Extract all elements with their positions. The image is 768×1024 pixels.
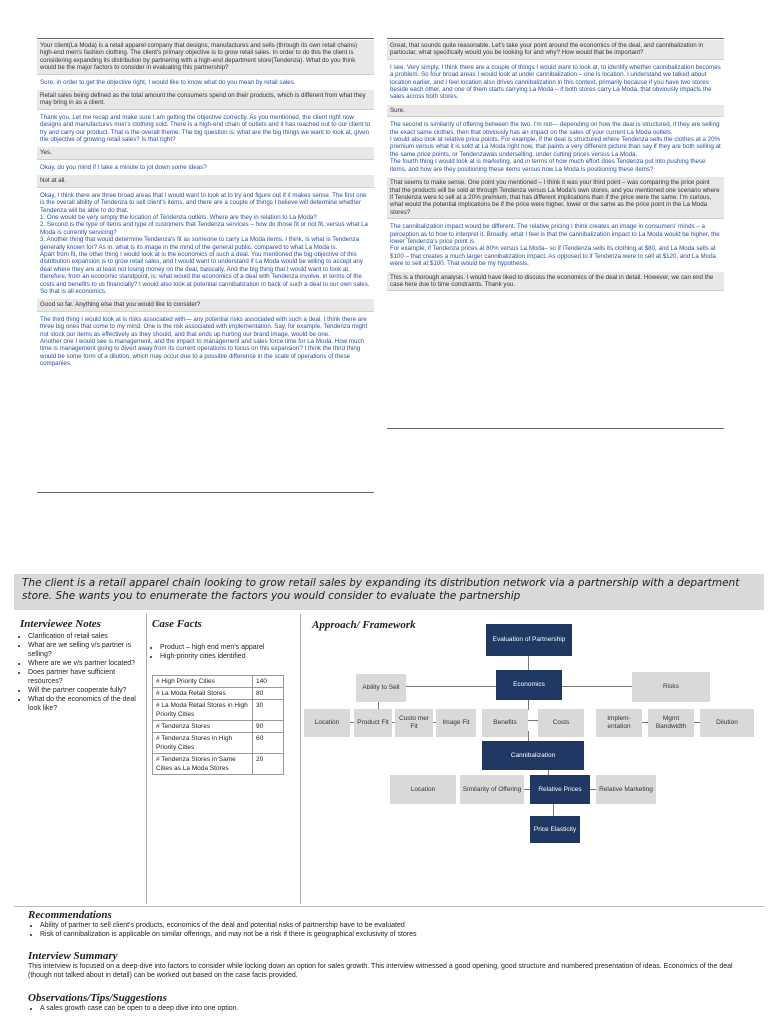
observations-title: Observations/Tips/Suggestions [28, 992, 167, 1004]
summary-section [28, 952, 748, 980]
interviewer-turn: Retail sales being defined as the total amount the consumers spend on their products, which is different from what they may bring in as a client. [37, 90, 374, 110]
table-row [153, 676, 284, 688]
facts-title: Case Facts [152, 618, 202, 630]
observation-item: • A sales growth case can be open to a deep dive into one option. [40, 1004, 748, 1013]
recommendations-title: Recommendations [28, 909, 112, 921]
interviewee-turn: The third thing I would look at is risks associated with— any potential risks associated with such a deal. I think there are three big ones that come to my mind. One is the risk associated with implementation. Say, for example, Tendenza might not stock our items as effectively as they should, and that ends up hurting our brand image, would be one. Another one I would see is management, and the impact to management and sales force time for La Moda. How much time is management going to divert away from its current operations to focus on this expansion? I think the third thing would be some form of a dilution, which may occur due to a possible difference in the scale of operations of these companies. [40, 315, 368, 368]
interviewee-turn: Okay, do you mind if I take a minute to jot down some ideas? [40, 163, 207, 171]
top-divider-left [37, 38, 374, 39]
section-divider [14, 906, 764, 907]
framework-title: Approach/ Framework [312, 619, 416, 631]
interviewer-turn: Good so far. Anything else that you would like to consider? [37, 299, 374, 311]
table-cell-value: 90 [253, 721, 284, 733]
column-divider [146, 614, 147, 904]
framework-similarity-of-offering: Similarity of Offering [460, 775, 524, 804]
interviewer-turn: That seems to make sense. One point you mentioned – I think it was your third point – was comparing the price point that the products will be sold at through Tendenza versus La Moda's own stores, and you mentioned one scenario where if Tendenza were to sell at a 20% premium, that has different implications than if the price were the same. I'm curious, what would the potential implications be if the price were higher, lower or the same as the price point in the La Moda stores? [387, 177, 724, 219]
bottom-divider-left [37, 492, 374, 493]
table-row [153, 733, 284, 754]
framework-risks: Risks [632, 672, 710, 702]
case-facts-table [152, 675, 284, 775]
interviewee-turn: Okay, I think there are three broad areas that I would want to look at to try and figure out if it makes sense. The first one is the overall ability of Tendenza to sell client's items, and there are a couple of things I believe will determine whether Tendenza will be able to do that. 1. One would be very simply the location of Tendenza outlets. Where are they in relation to La Moda? 2. Second is the type of items and type of customers that Tendenza services – how do those fit or not fit, versus what La Moda is currently servicing? 3. Another thing that would determine Tendenza's fit as someone to carry La Moda items, I think, is what is Tendenza generally known for? As in, what is its image in the mind of the general public, compared to what La Moda is. Apart from fit, the other thing I would look at is the economics of such a deal. You mentioned the big objective of this distribution expansion is to grow retail sales, and I would want to understand if La Moda would be willing to accept any deal where they are at least not losing money on the deal, basically. And the big thing that I would want to look at, therefore, from an economic standpoint, is: what would the economics of a deal with Tendenza involve, in terms of the costs and benefits to us financially? I would also look at potential cannibalization in back of such a deal to our own sales. So that is all economics. [40, 191, 370, 295]
case-facts [152, 620, 292, 775]
interviewee-turn: Thank you. Let me recap and make sure I am getting the objective correctly. As you mentioned, the client right now designs and manufactures men's clothing sold. There is a high-end chain of outlets and it has reached out to our client to try and carry our product. That is the overall theme. The big question is: what are the big things we want to look at, given the objective of growing retail sales? Is that right? [40, 113, 371, 144]
table-row [153, 700, 284, 721]
framework-ability-to-sell: Ability to Sell [356, 674, 406, 702]
table-cell-label: # La Moda Retail Stores [153, 688, 253, 700]
summary-text: This interview is focused on a deep-dive into factors to consider while locking down an option for sales growth. This interview witnessed a good opening, good structure and numbered presentation of ideas. Economics of the deal (though not talked about in detail) can be worked out based on the case facts provided. [28, 963, 733, 979]
framework-root: Evaluation of Partnership [486, 624, 572, 656]
connector [528, 700, 529, 710]
framework-relative-marketing: Relative Marketing [596, 775, 656, 804]
interviewee-turn: Sure, in order to get the objective right, I would like to know what do you mean by retail sales. [40, 78, 296, 86]
connector [528, 656, 529, 670]
framework-price-elasticity: Price Elasticity [530, 816, 580, 843]
transcript-left-column [37, 40, 374, 372]
interviewer-turn: Great, that sounds quite reasonable. Let's take your point around the economics of the deal, and cannibalization in particular, what specifically would you be looking for and why? How would that be important? [387, 40, 724, 60]
interviewee-turn: The cannibalization impact would be different. The relative pricing I think creates an image in consumers' minds – a perception as to how to interpret it. Broadly, what I feel is that the cannibalization impact to La Moda would be higher, the lower Tendenza's price point is. For example, if Tendenza prices at 80% versus La Moda– so if ITendenza sells its clothing at $80, and La Moda sells at $100 – that creates a much larger cannibalization impact. As opposed to if Tendenza were to sell at $120, and La Moda were to sell at $100. That would be my hypothesis. [390, 223, 720, 268]
notes-item: • What do the economics of the deal look like? [28, 695, 142, 713]
framework-costs: Costs [538, 709, 584, 737]
notes-title: Interviewee Notes [20, 618, 101, 630]
framework-relative-prices: Relative Prices [530, 775, 590, 804]
observations-section [28, 994, 748, 1013]
framework-dilution: Dilution [700, 709, 754, 737]
interviewer-turn: Your client(La Moda) is a retail apparel company that designs, manufactures and sells (through its own retail chains) high-end men's fashion clothing. The client's primary objective is to grow retail sales. In order to do this the client is considering expanding its distribution by partnering with a high-end department store(Tendenza). What do you think would be the major factors to consider in evaluating this partnership? [37, 40, 374, 75]
table-cell-label: # High Priority Cities [153, 676, 253, 688]
recommendation-item: • Risk of cannibalization is applicable on similar offerings, and may not be a risk if there is geographical exclusivity of stores [40, 930, 748, 939]
recommendations-section [28, 911, 748, 939]
top-divider-right [387, 38, 724, 39]
interviewer-turn: Yes. [37, 147, 374, 159]
table-row [153, 721, 284, 733]
framework-mgmt-bandwidth: Mgmt Bandwidth [648, 709, 694, 737]
framework-customer-fit: Custo mer Fit [395, 709, 433, 737]
framework-benefits: Benefits [482, 709, 528, 737]
interviewer-turn: Not at all. [37, 175, 374, 187]
notes-item: • Will the partner cooperate fully? [28, 686, 142, 695]
notes-item: • Does partner have sufficient resources? [28, 668, 142, 686]
framework-product-fit: Product Fit [354, 709, 392, 737]
framework-cannibalization: Cannibalization [482, 741, 584, 770]
facts-item: • High-priority cities identified [160, 652, 292, 661]
table-cell-value: 80 [253, 688, 284, 700]
table-cell-value: 30 [253, 700, 284, 721]
transcript-right-column [387, 40, 724, 294]
interviewer-turn: Sure. [387, 105, 724, 117]
table-cell-value: 20 [253, 754, 284, 775]
notes-item: • Where are we v/s partner located? [28, 659, 142, 668]
facts-item: • Product – high end men's apparel [160, 643, 292, 652]
interviewee-turn: The second is similarity of offering between the two. I'm not— depending on how the deal is structured, if they are selling the exact same clothes, then that obviously has an impact on the sales of your current La Moda outlets. I would also look at relative price points. For example, if the deal is structured where Tendenza sells the clothes at a 20% premium versus what it is sold at La Moda right now, that paints a very different picture than say if they are both selling at the same price points, or Tendenzawas underselling, under cutting prices versus La Moda. The fourth thing I would look at is marketing, and in terms of how much effort does Tendenza put into pushing these items, and how are they positioning these items versus how La Moda is positioning these items? [390, 121, 721, 173]
table-cell-value: 140 [253, 676, 284, 688]
summary-title: Interview Summary [28, 950, 118, 962]
table-cell-label: # Tendenza Stores in Same Cities as La Moda Stores [153, 754, 253, 775]
column-divider [300, 614, 301, 904]
framework-implementation: Implem- entation [596, 709, 642, 737]
table-cell-label: # La Moda Retail Stores in High Priority Cities [153, 700, 253, 721]
framework-location: Location [304, 709, 350, 737]
framework-cannibalization-location: Location [390, 775, 456, 804]
connector [553, 804, 554, 816]
case-prompt-banner: The client is a retail apparel chain looking to grow retail sales by expanding its distribution network via a partnership with a department store. She wants you to enumerate the factors you would consider to evaluate the partnership [14, 574, 764, 610]
table-row [153, 688, 284, 700]
framework-economics: Economics [496, 670, 562, 700]
table-cell-value: 60 [253, 733, 284, 754]
table-cell-label: # Tendenza Stores [153, 721, 253, 733]
interviewer-turn: This is a thorough analysis. I would have liked to discuss the economics of the deal in detail. However, we can end the case here due to time constraints. Thank you. [387, 272, 724, 292]
bottom-divider-right [387, 428, 724, 429]
table-cell-label: # Tendenza Stores in High Priority Cities [153, 733, 253, 754]
framework-image-fit: Image Fit [436, 709, 476, 737]
table-row [153, 754, 284, 775]
notes-item: • Clarification of retail sales [28, 632, 142, 641]
connector [528, 731, 529, 741]
notes-item: • What are we selling v/s partner is selling? [28, 641, 142, 659]
interviewee-turn: I see. Very simply, I think there are a couple of things I would want to look at, to identify whether cannibalization becomes a problem. So four broad areas I would look at under cannibalization – one is location. I understand we talked about location earlier, and I feel location also drives cannibalization in this context, primarily because if you have two stores beside each other, and one of them starts carrying La Moda – if both stores carry La Moda, that obviously impacts the sales across both stores. [390, 63, 721, 101]
recommendation-item: • Ability of partner to sell client's products, economics of the deal and potential risks of partnership have to be evaluated [40, 921, 748, 930]
interviewee-notes [20, 620, 142, 713]
